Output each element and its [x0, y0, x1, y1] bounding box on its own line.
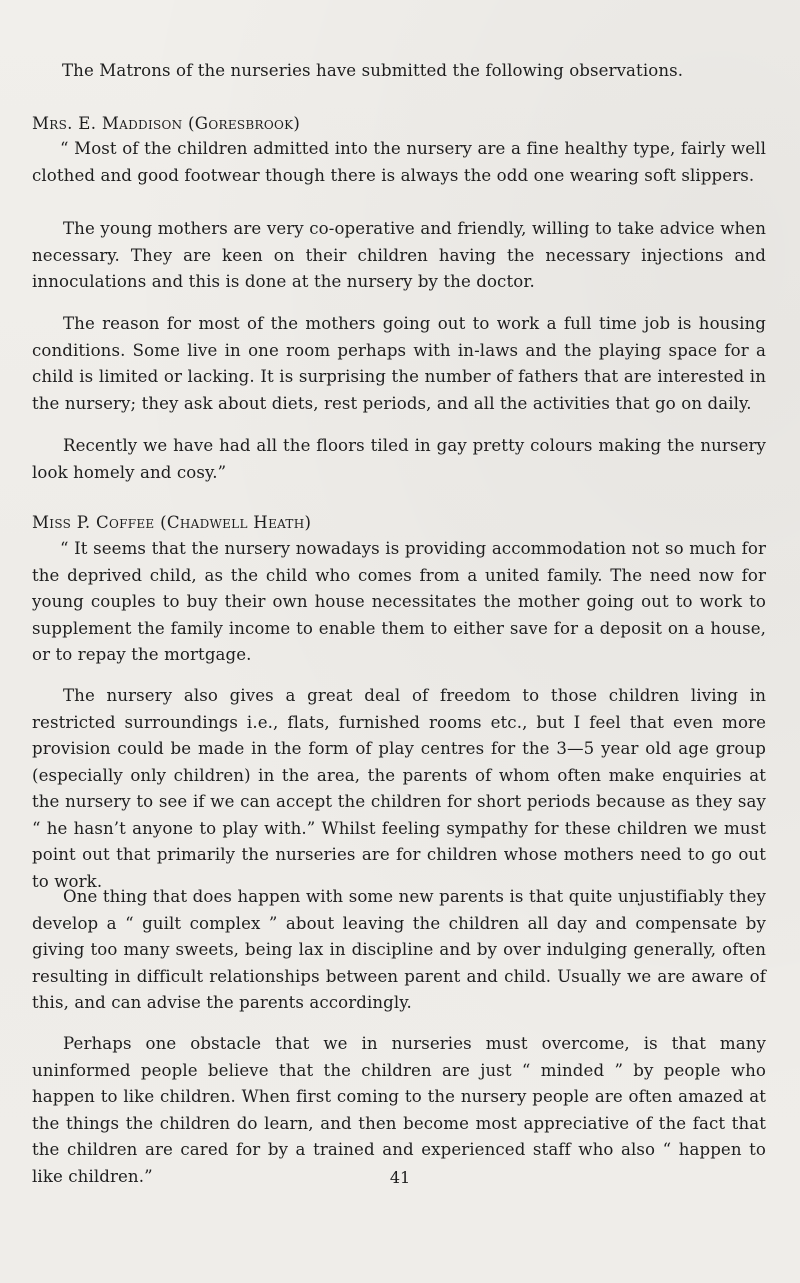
page-number: 41: [389, 1168, 411, 1187]
section-heading-maddison: Mrs. E. Maddison (Goresbrook): [32, 114, 301, 133]
maddison-paragraph-4: Recently we have had all the floors tiled in gay pretty colours making the nursery look homely and cosy.”: [32, 436, 766, 482]
coffee-paragraph-4: Perhaps one obstacle that we in nurseries must overcome, is that many uninformed people believe that the children are just “ minded ” by people who happen to like children. When first coming to the nursery people are often amazed at the things the children do learn, and then become most appreciative of the fact that the children are cared for by a trained and experienced staff who also “ happen to like children.”: [32, 1034, 766, 1186]
intro-sentence: The Matrons of the nurseries have submitted the following observations.: [62, 61, 684, 80]
coffee-paragraph-3: One thing that does happen with some new parents is that quite unjustifiably they develop a “ guilt complex ” about leaving the children all day and compensate by giving too many sweets, being lax in discipline and by over indulging generally, often resulting in difficult relationships between parent and child. Usually we are aware of this, and can advise the parents accordingly.: [32, 887, 766, 1012]
coffee-paragraph-2: The nursery also gives a great deal of freedom to those children living in restricted surroundings i.e., flats, furnished rooms etc., but I feel that even more provision could be made in the form of play centres for the 3—5 year old age group (especially only children) in the area, the parents of whom often make enquiries at the nursery to see if we can accept the children for short periods because as they say “ he hasn’t anyone to play with.” Whilst feeling sympathy for these children we must point out that primarily the nurseries are for children whose mothers need to go out to work.: [32, 686, 766, 891]
coffee-paragraph-1: “ It seems that the nursery nowadays is providing accommodation not so much for the deprived child, as the child who comes from a united family. The need now for young couples to buy their own house necessitates the mother going out to work to supplement the family income to enable them to either save for a deposit on a house, or to repay the mortgage.: [32, 539, 766, 664]
maddison-paragraph-2: The young mothers are very co-operative and friendly, willing to take advice when necessary. They are keen on their children having the necessary injections and innoculations and this is done at the nursery by the doctor.: [32, 219, 766, 291]
maddison-paragraph-1: “ Most of the children admitted into the nursery are a fine healthy type, fairly well clothed and good footwear though there is always the odd one wearing soft slippers.: [32, 139, 766, 185]
maddison-paragraph-3: The reason for most of the mothers going out to work a full time job is housing conditions. Some live in one room perhaps with in-laws and the playing space for a child is limited or lacking. It is surprising the number of fathers that are interested in the nursery; they ask about diets, rest periods, and all the activities that go on daily.: [32, 314, 766, 413]
section-heading-coffee: Miss P. Coffee (Chadwell Heath): [32, 513, 312, 532]
